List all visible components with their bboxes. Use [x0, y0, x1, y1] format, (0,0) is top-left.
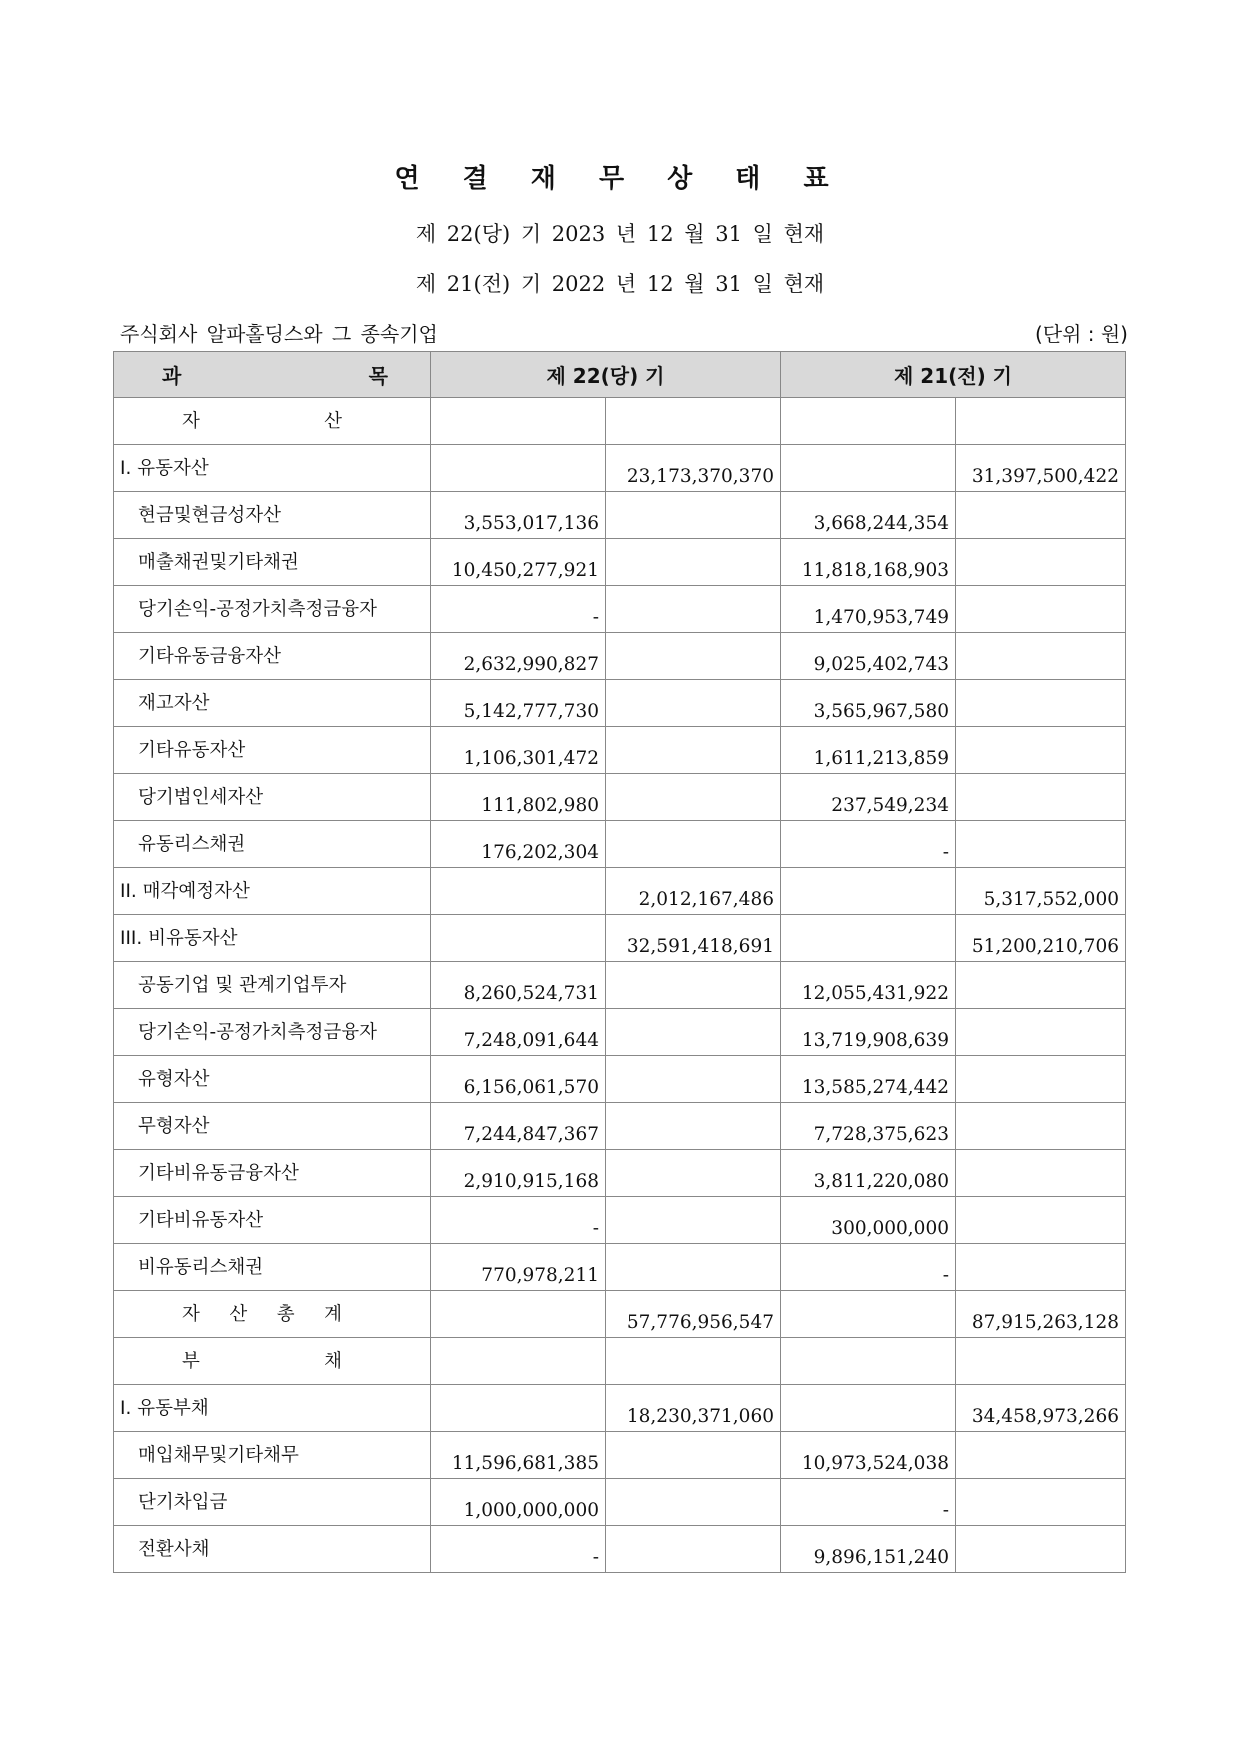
item-label: 비유동리스채권 — [114, 1244, 431, 1291]
empty-cell — [606, 586, 781, 633]
current-amount: 2,910,915,168 — [431, 1150, 606, 1197]
table-row — [114, 398, 1126, 445]
table-row — [114, 962, 1126, 1009]
group-label: I. 유동부채 — [114, 1385, 431, 1432]
table-header-row — [114, 352, 1126, 398]
empty-cell — [606, 821, 781, 868]
current-amount: 3,553,017,136 — [431, 492, 606, 539]
empty-cell — [781, 445, 956, 492]
item-label: 기타유동자산 — [114, 727, 431, 774]
table-row — [114, 1385, 1126, 1432]
empty-cell — [956, 586, 1126, 633]
empty-cell — [781, 868, 956, 915]
current-total: 32,591,418,691 — [606, 915, 781, 962]
current-amount: 176,202,304 — [431, 821, 606, 868]
prior-amount: 237,549,234 — [781, 774, 956, 821]
current-amount: 7,244,847,367 — [431, 1103, 606, 1150]
item-label: 공동기업 및 관계기업투자 — [114, 962, 431, 1009]
item-label: 전환사채 — [114, 1526, 431, 1573]
header-item-left: 과 — [162, 364, 182, 388]
current-amount: 5,142,777,730 — [431, 680, 606, 727]
total-label — [114, 1291, 431, 1338]
item-label: 당기손익-공정가치측정금융자 — [114, 586, 431, 633]
empty-cell — [606, 1150, 781, 1197]
prior-amount: 10,973,524,038 — [781, 1432, 956, 1479]
table-row — [114, 1009, 1126, 1056]
empty-cell — [956, 1338, 1126, 1385]
table-row — [114, 633, 1126, 680]
empty-cell — [956, 1009, 1126, 1056]
empty-cell — [956, 727, 1126, 774]
empty-cell — [781, 1291, 956, 1338]
empty-cell — [956, 539, 1126, 586]
table-row — [114, 1197, 1126, 1244]
item-label: 기타비유동금융자산 — [114, 1150, 431, 1197]
section-char: 채 — [324, 1351, 342, 1372]
empty-cell — [956, 1244, 1126, 1291]
current-amount: - — [431, 1197, 606, 1244]
group-label: II. 매각예정자산 — [114, 868, 431, 915]
table-row — [114, 868, 1126, 915]
prior-total: 5,317,552,000 — [956, 868, 1126, 915]
section-label — [114, 1338, 431, 1385]
empty-cell — [606, 962, 781, 1009]
total-char: 산 — [229, 1304, 248, 1325]
current-total: 57,776,956,547 — [606, 1291, 781, 1338]
empty-cell — [956, 680, 1126, 727]
table-row — [114, 1244, 1126, 1291]
item-label: 매출채권및기타채권 — [114, 539, 431, 586]
section-char: 부 — [182, 1351, 200, 1372]
empty-cell — [606, 1056, 781, 1103]
empty-cell — [606, 1009, 781, 1056]
period-current: 제 22(당) 기 2023 년 12 월 31 일 현재 — [415, 222, 825, 246]
prior-amount: 9,896,151,240 — [781, 1526, 956, 1573]
section-label — [114, 398, 431, 445]
prior-amount: 13,585,274,442 — [781, 1056, 956, 1103]
empty-cell — [431, 1385, 606, 1432]
group-label: I. 유동자산 — [114, 445, 431, 492]
item-label: 현금및현금성자산 — [114, 492, 431, 539]
empty-cell — [431, 445, 606, 492]
empty-cell — [606, 1479, 781, 1526]
group-label: III. 비유동자산 — [114, 915, 431, 962]
total-char: 자 — [182, 1304, 200, 1325]
statement-title: 연 결 재 무 상 태 표 — [394, 164, 846, 194]
prior-amount: 7,728,375,623 — [781, 1103, 956, 1150]
empty-cell — [956, 398, 1126, 445]
empty-cell — [956, 962, 1126, 1009]
empty-cell — [956, 492, 1126, 539]
empty-cell — [956, 1526, 1126, 1573]
empty-cell — [606, 680, 781, 727]
current-total: 18,230,371,060 — [606, 1385, 781, 1432]
section-char: 자 — [182, 411, 200, 432]
table-row — [114, 1526, 1126, 1573]
total-char: 총 — [276, 1304, 295, 1325]
current-amount: - — [431, 1526, 606, 1573]
prior-amount: - — [781, 821, 956, 868]
empty-cell — [606, 727, 781, 774]
table-row — [114, 539, 1126, 586]
item-label: 기타비유동자산 — [114, 1197, 431, 1244]
item-label: 기타유동금융자산 — [114, 633, 431, 680]
empty-cell — [431, 398, 606, 445]
balance-sheet-table — [113, 351, 1126, 1573]
section-char: 산 — [324, 411, 342, 432]
current-amount: - — [431, 586, 606, 633]
table-row — [114, 1056, 1126, 1103]
empty-cell — [431, 1291, 606, 1338]
empty-cell — [781, 1385, 956, 1432]
empty-cell — [956, 1103, 1126, 1150]
item-label: 당기손익-공정가치측정금융자 — [114, 1009, 431, 1056]
item-label: 유형자산 — [114, 1056, 431, 1103]
table-row — [114, 1432, 1126, 1479]
empty-cell — [956, 633, 1126, 680]
empty-cell — [431, 915, 606, 962]
current-amount: 6,156,061,570 — [431, 1056, 606, 1103]
current-amount: 2,632,990,827 — [431, 633, 606, 680]
current-total: 23,173,370,370 — [606, 445, 781, 492]
table-row — [114, 1479, 1126, 1526]
empty-cell — [956, 774, 1126, 821]
item-label: 무형자산 — [114, 1103, 431, 1150]
header-prior-period: 제 21(전) 기 — [781, 352, 1126, 398]
empty-cell — [781, 398, 956, 445]
current-amount: 7,248,091,644 — [431, 1009, 606, 1056]
item-label: 단기차입금 — [114, 1479, 431, 1526]
prior-amount: 13,719,908,639 — [781, 1009, 956, 1056]
prior-total: 51,200,210,706 — [956, 915, 1126, 962]
empty-cell — [956, 1150, 1126, 1197]
table-row — [114, 774, 1126, 821]
empty-cell — [956, 1056, 1126, 1103]
current-amount: 11,596,681,385 — [431, 1432, 606, 1479]
prior-amount: 3,811,220,080 — [781, 1150, 956, 1197]
empty-cell — [956, 1432, 1126, 1479]
empty-cell — [781, 1338, 956, 1385]
empty-cell — [606, 1244, 781, 1291]
current-amount: 8,260,524,731 — [431, 962, 606, 1009]
empty-cell — [606, 633, 781, 680]
empty-cell — [606, 774, 781, 821]
prior-total: 34,458,973,266 — [956, 1385, 1126, 1432]
table-row — [114, 915, 1126, 962]
empty-cell — [606, 1432, 781, 1479]
current-amount: 10,450,277,921 — [431, 539, 606, 586]
empty-cell — [956, 1197, 1126, 1244]
table-row — [114, 1291, 1126, 1338]
prior-amount: - — [781, 1244, 956, 1291]
item-label: 매입채무및기타채무 — [114, 1432, 431, 1479]
prior-amount: 9,025,402,743 — [781, 633, 956, 680]
empty-cell — [431, 868, 606, 915]
table-body — [114, 398, 1126, 1573]
header-current-period: 제 22(당) 기 — [431, 352, 781, 398]
prior-amount: 3,668,244,354 — [781, 492, 956, 539]
prior-amount: 12,055,431,922 — [781, 962, 956, 1009]
item-label: 유동리스채권 — [114, 821, 431, 868]
header-item-right: 목 — [368, 364, 388, 388]
header-item — [114, 352, 431, 398]
empty-cell — [606, 1526, 781, 1573]
empty-cell — [606, 492, 781, 539]
table-row — [114, 445, 1126, 492]
table-row — [114, 727, 1126, 774]
table-row — [114, 1103, 1126, 1150]
table-row — [114, 680, 1126, 727]
prior-amount: - — [781, 1479, 956, 1526]
table-row — [114, 1338, 1126, 1385]
current-amount: 770,978,211 — [431, 1244, 606, 1291]
empty-cell — [606, 398, 781, 445]
table-row — [114, 821, 1126, 868]
prior-total: 31,397,500,422 — [956, 445, 1126, 492]
unit-label: (단위 : 원) — [1034, 322, 1128, 346]
prior-amount: 300,000,000 — [781, 1197, 956, 1244]
prior-total: 87,915,263,128 — [956, 1291, 1126, 1338]
current-amount: 111,802,980 — [431, 774, 606, 821]
empty-cell — [606, 1197, 781, 1244]
current-total: 2,012,167,486 — [606, 868, 781, 915]
prior-amount: 1,611,213,859 — [781, 727, 956, 774]
item-label: 재고자산 — [114, 680, 431, 727]
prior-amount: 3,565,967,580 — [781, 680, 956, 727]
current-amount: 1,000,000,000 — [431, 1479, 606, 1526]
company-name: 주식회사 알파홀딩스와 그 종속기업 — [120, 322, 438, 346]
empty-cell — [606, 1338, 781, 1385]
prior-amount: 11,818,168,903 — [781, 539, 956, 586]
empty-cell — [956, 821, 1126, 868]
empty-cell — [431, 1338, 606, 1385]
current-amount: 1,106,301,472 — [431, 727, 606, 774]
empty-cell — [781, 915, 956, 962]
period-prior: 제 21(전) 기 2022 년 12 월 31 일 현재 — [415, 272, 825, 296]
table-row — [114, 492, 1126, 539]
table-row — [114, 1150, 1126, 1197]
empty-cell — [606, 539, 781, 586]
empty-cell — [956, 1479, 1126, 1526]
prior-amount: 1,470,953,749 — [781, 586, 956, 633]
table-row — [114, 586, 1126, 633]
total-char: 계 — [324, 1304, 342, 1325]
empty-cell — [606, 1103, 781, 1150]
item-label: 당기법인세자산 — [114, 774, 431, 821]
